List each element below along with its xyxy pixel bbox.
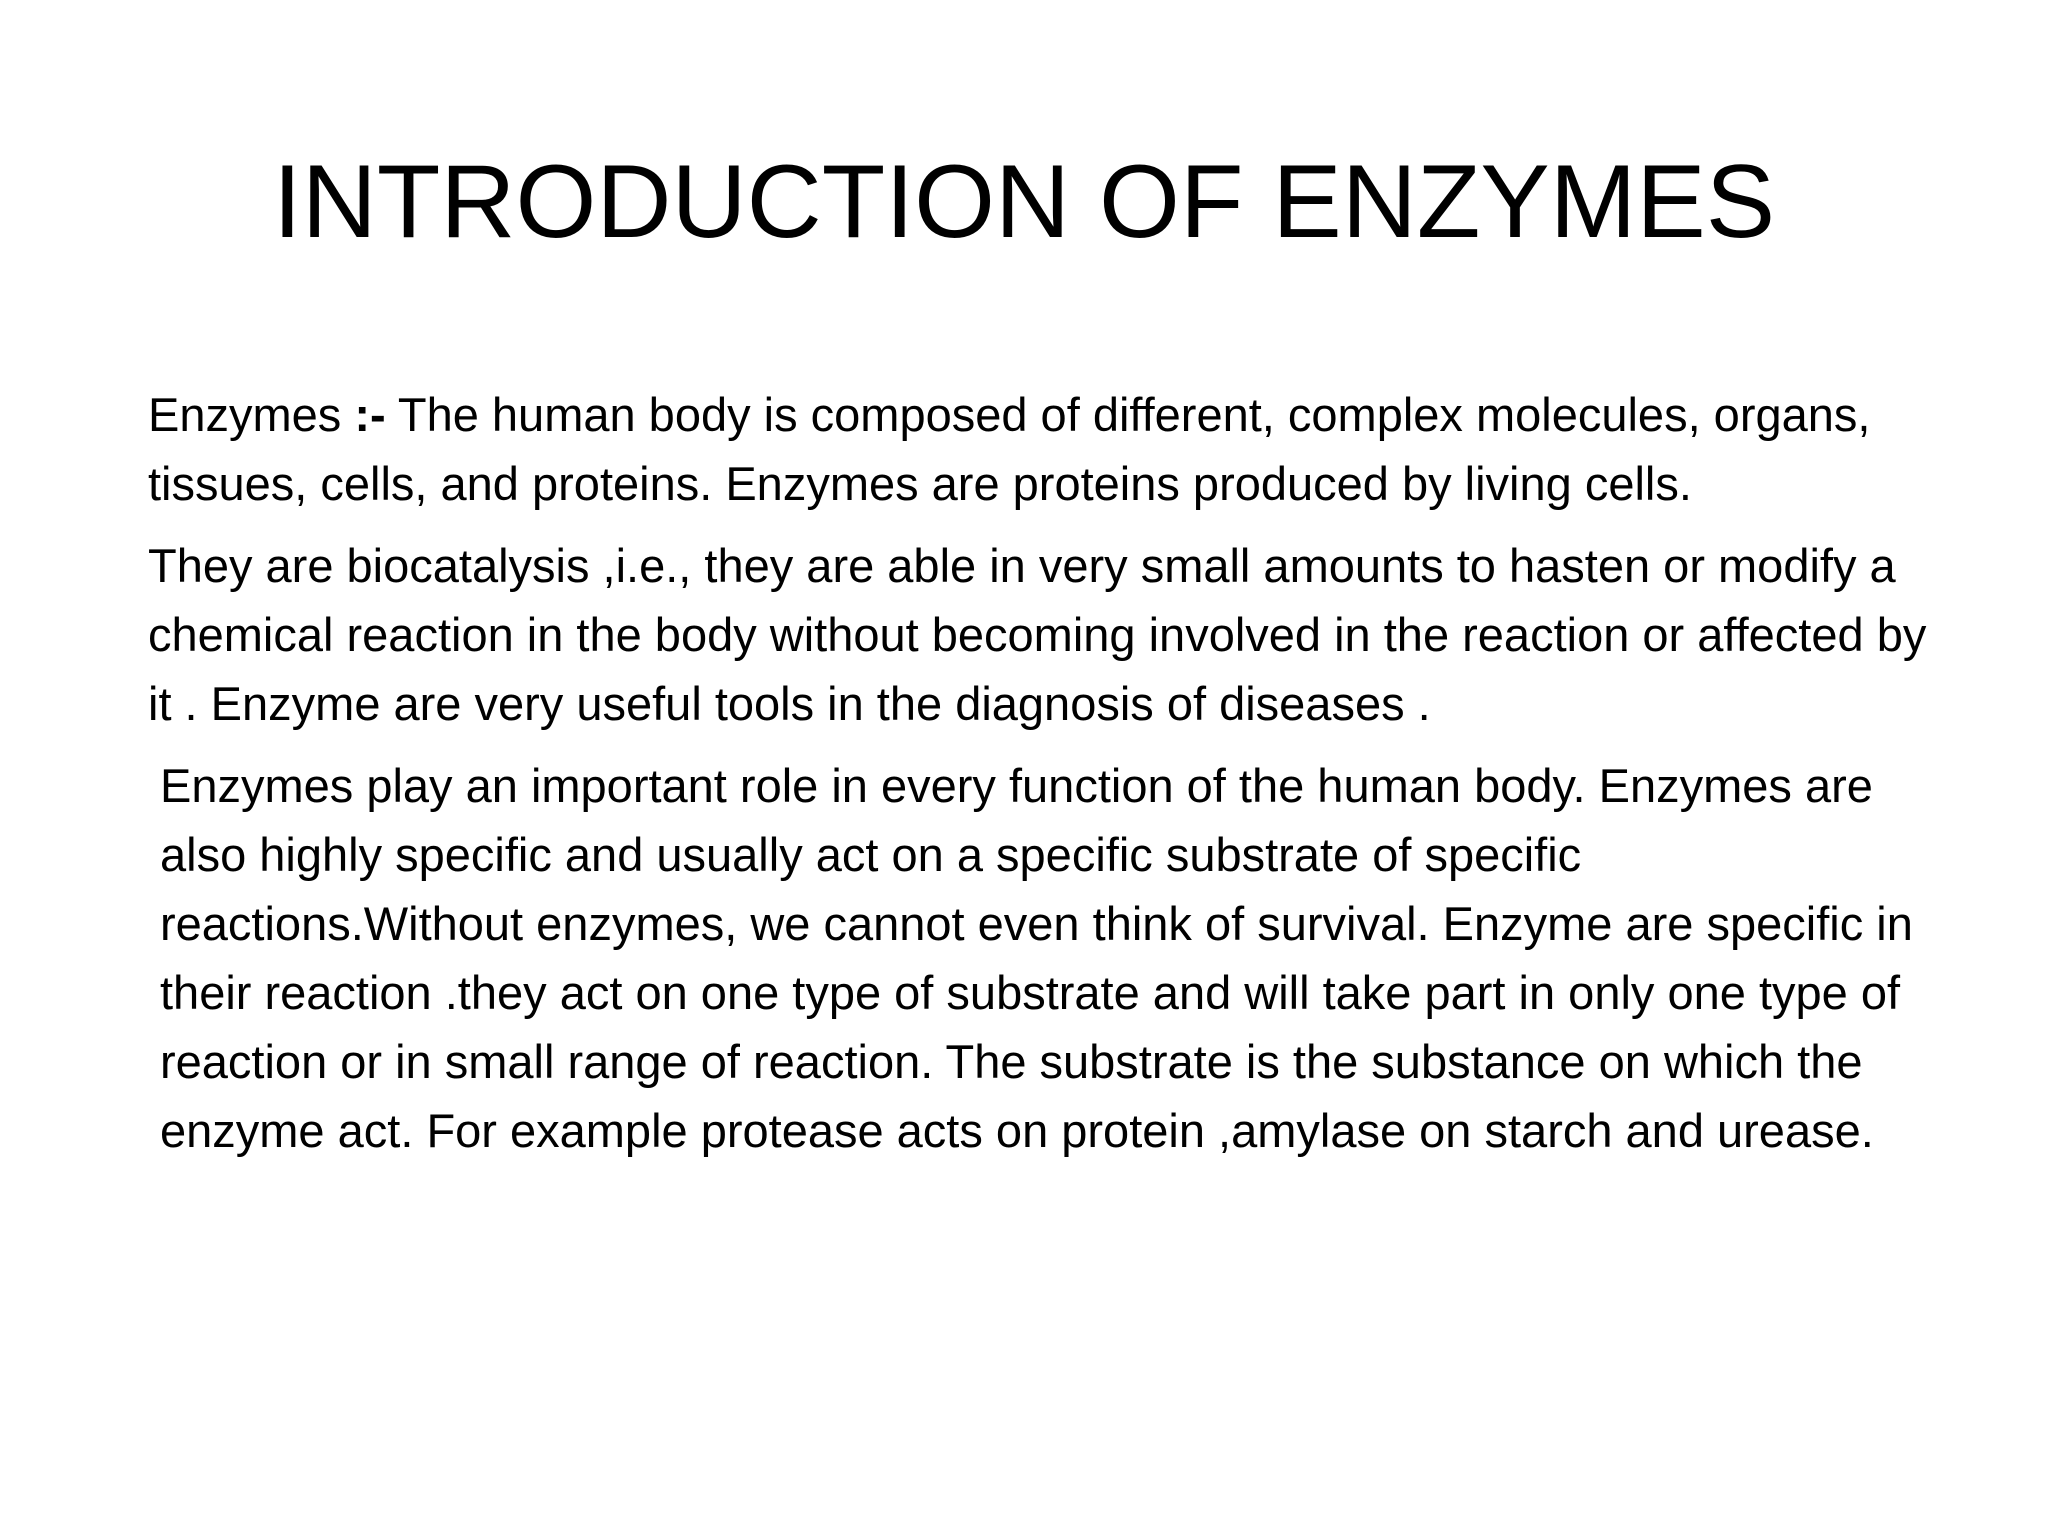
- slide-title: INTRODUCTION OF ENZYMES: [272, 144, 1776, 260]
- definition-text: The human body is composed of different, complex molecules, organs, tissues, cells, and proteins. Enzymes are proteins produced by living cells.: [148, 388, 1871, 510]
- term-enzymes: Enzymes: [148, 388, 355, 441]
- paragraph-specificity: Enzymes play an important role in every function of the human body. Enzymes are also highly specific and usually act on a specific substrate of specific reactions.Without enzymes, we cannot even think of survival. Enzyme are specific in their reaction .they act on one type of substrate and will take part in only one type of reaction or in small range of reaction. The substrate is the substance on which the enzyme act. For example protease acts on protein ,amylase on starch and urease.: [160, 759, 1913, 1157]
- slide-body: [148, 380, 1938, 1178]
- paragraph-biocatalysis: They are biocatalysis ,i.e., they are able in very small amounts to hasten or modify a chemical reaction in the body without becoming involved in the reaction or affected by it . Enzyme are very useful tools in the diagnosis of diseases .: [148, 539, 1927, 730]
- paragraph-definition: [148, 380, 1938, 518]
- term-separator: :-: [354, 388, 386, 441]
